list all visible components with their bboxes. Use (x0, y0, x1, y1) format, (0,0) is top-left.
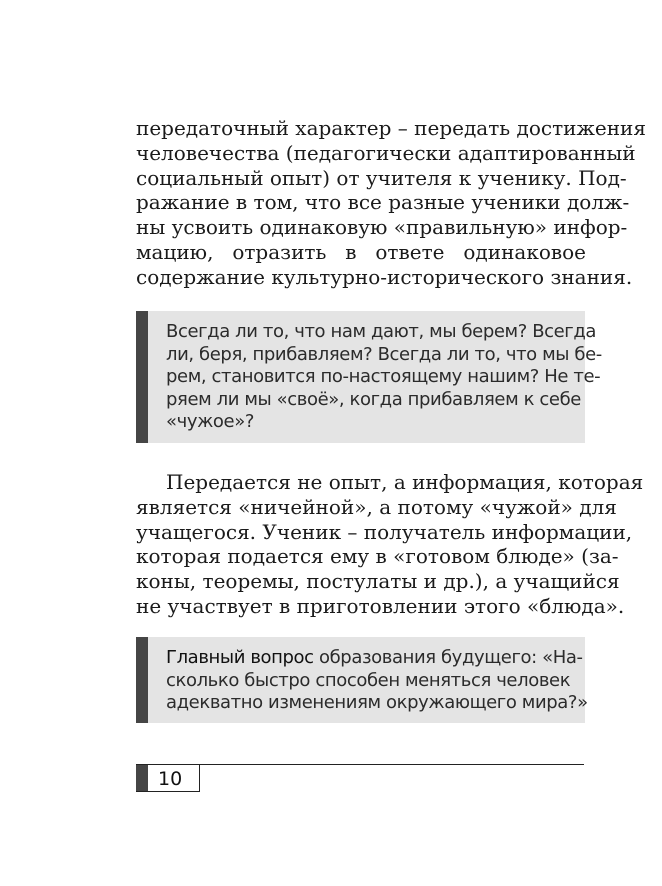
text-line: человечества (педагогически адаптированный (136, 140, 636, 165)
text-line: является «ничейной», а потому «чужой» для (136, 494, 617, 519)
callout-line (166, 647, 583, 670)
text-line: мацию, отразить в ответе одинаковое (136, 239, 586, 264)
callout-line: ряем ли мы «своё», когда прибавляем к себе (166, 388, 581, 410)
text-line: социальный опыт) от учителя к ученику. Под- (136, 165, 627, 190)
callout-line: ли, беря, прибавляем? Всегда ли то, что мы бе- (166, 343, 602, 365)
callout-accent-bar (136, 637, 148, 723)
page-number-accent-bar (136, 765, 148, 791)
callout-line: адекватно изменениям окружающего мира?» (166, 692, 588, 713)
callout-line: Всегда ли то, что нам дают, мы берем? Всегда (166, 321, 597, 342)
callout-line: рем, становится по-настоящему нашим? Не те- (166, 366, 601, 387)
text-line: содержание культурно-исторического знания. (136, 264, 633, 289)
text-line: коны, теоремы, постулаты и др.), а учащийся (136, 569, 620, 594)
callout-text (166, 647, 588, 715)
callout-line: «чужое»? (166, 411, 254, 432)
callout-box-questions (136, 311, 602, 443)
callout-box-main-question (136, 637, 588, 723)
text-line: ны усвоить одинаковую «правильную» инфор- (136, 215, 628, 240)
text-line: учащегося. Ученик – получатель информации, (136, 519, 633, 544)
callout-accent-bar (136, 311, 148, 443)
callout-line: сколько быстро способен меняться человек (166, 669, 571, 691)
callout-line-rest: образования будущего: «На- (313, 647, 583, 668)
page-number: 10 (158, 768, 183, 790)
text-line: Передается не опыт, а информация, которая (166, 470, 644, 494)
callout-text (166, 321, 602, 434)
text-line: которая подается ему в «готовом блюде» (за- (136, 544, 619, 569)
page-number-box (136, 764, 200, 792)
text-line: не участвует в приготовлении этого «блюда». (136, 593, 625, 618)
text-line: ражание в том, что все разные ученики долж- (136, 190, 630, 215)
footer-rule (136, 764, 584, 765)
callout-lead-phrase: Главный вопрос (166, 647, 314, 668)
text-line: передаточный характер – передать достижения (136, 116, 646, 140)
body-paragraph-1 (136, 116, 646, 290)
body-paragraph-2 (136, 470, 644, 619)
